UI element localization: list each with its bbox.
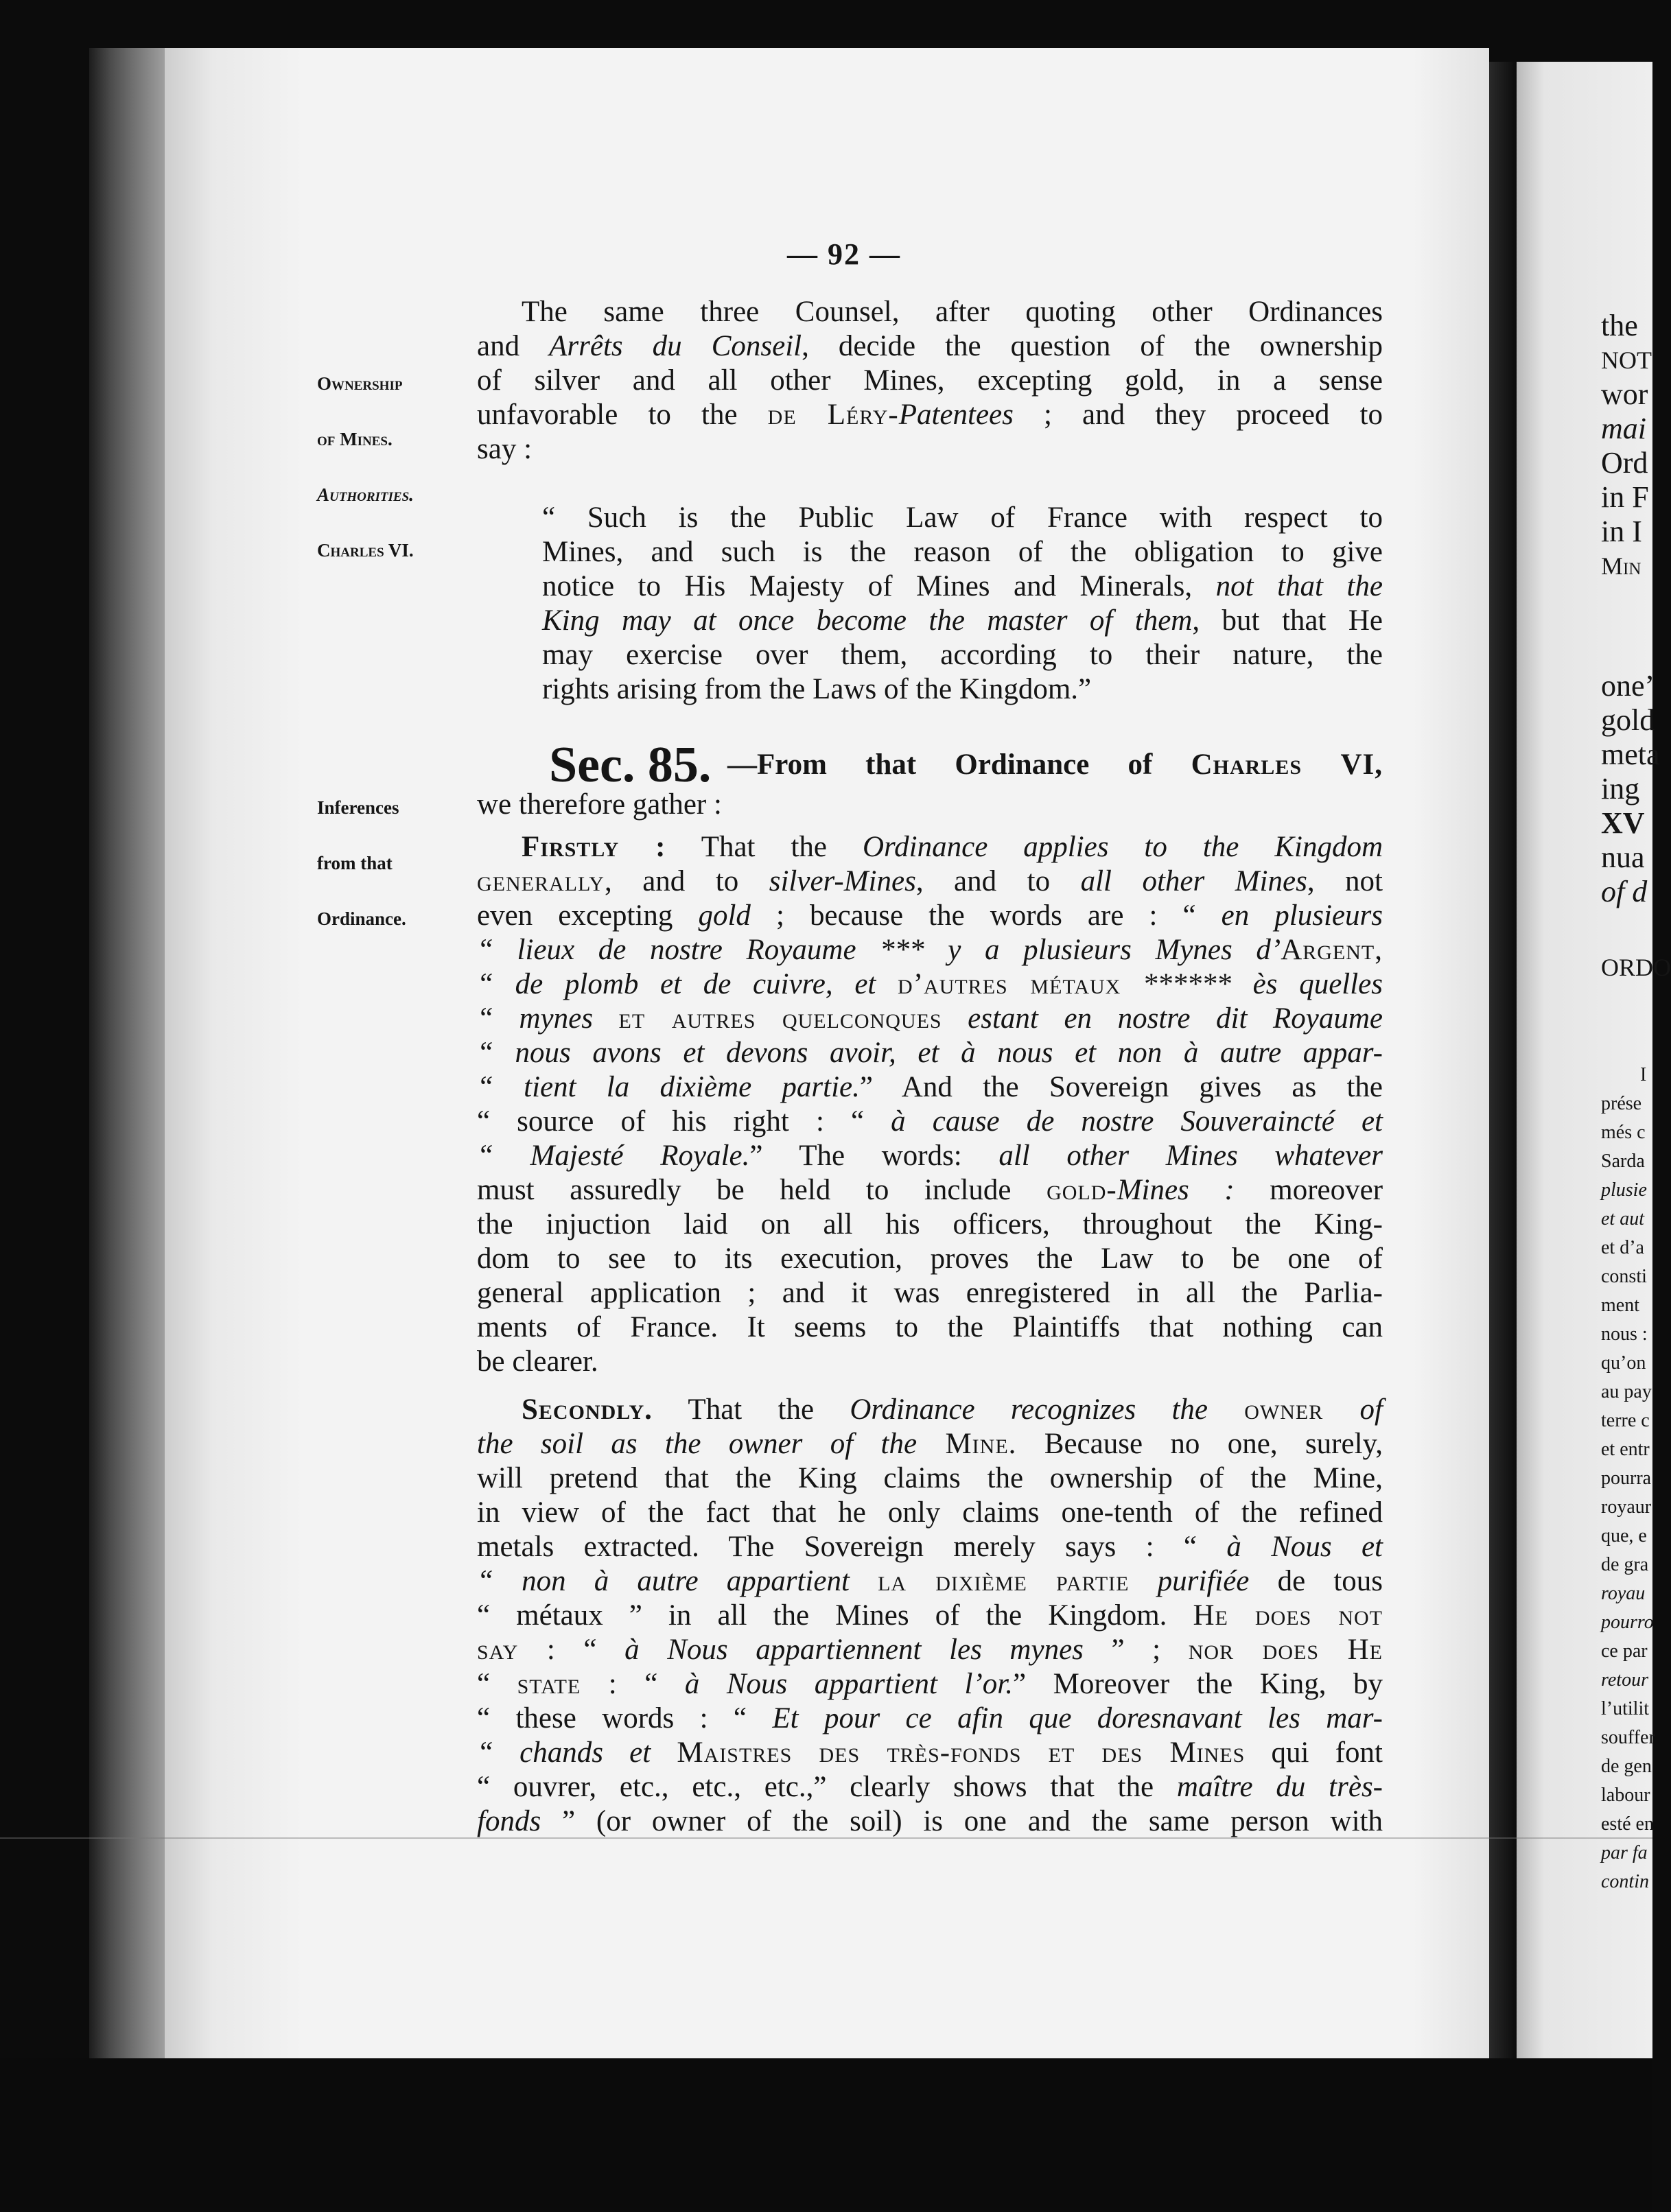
- facing-page-fragment: nua: [1601, 840, 1645, 874]
- margin-note-line: of Mines.: [317, 429, 393, 449]
- para1-line-4: unfavorable to the de Léry-Patentees ; and they proceed to: [477, 399, 1383, 431]
- facing-page-fragment: par fa: [1601, 1842, 1648, 1863]
- facing-page-fragment: plusie: [1601, 1179, 1647, 1201]
- facing-page-fragment: royaur: [1601, 1496, 1652, 1518]
- margin-note-line: Charles VI.: [317, 540, 414, 561]
- facing-page-fragment: esté en: [1601, 1813, 1654, 1835]
- scan-artifact-line: [0, 1837, 1652, 1839]
- margin-note-line: Inferences: [317, 797, 399, 818]
- facing-page-fragment: souffer: [1601, 1727, 1655, 1748]
- quote-line-1: “ Such is the Public Law of France with respect to: [542, 502, 1383, 534]
- para1-line-5: say :: [477, 433, 533, 465]
- facing-page-fragment: I: [1640, 1064, 1647, 1085]
- facing-page-fragment: of d: [1601, 875, 1648, 908]
- facing-page-fragment: més c: [1601, 1122, 1646, 1143]
- firstly-line-3: even excepting gold ; because the words are : “ en plusieurs: [477, 899, 1383, 932]
- facing-page-fragment: in F: [1601, 480, 1649, 514]
- secondly-line-5: metals extracted. The Sovereign merely says : “ à Nous et: [477, 1531, 1383, 1563]
- facing-page-fragment: wor: [1601, 377, 1648, 411]
- firstly-line-14: general application ; and it was enregistered in all the Parlia-: [477, 1277, 1383, 1309]
- facing-page-fragment: Min: [1601, 552, 1641, 580]
- firstly-line-15: ments of France. It seems to the Plaintiffs that nothing can: [477, 1311, 1383, 1343]
- facing-page-fragment: et d’a: [1601, 1237, 1644, 1258]
- facing-page-fragment: Sarda: [1601, 1151, 1645, 1172]
- page-number: — 92 —: [787, 237, 901, 271]
- facing-page-fragment: retour: [1601, 1669, 1648, 1691]
- facing-page-fragment: et entr: [1601, 1439, 1650, 1460]
- margin-note-ownership: [317, 338, 465, 578]
- secondly-line-10: “ these words : “ Et pour ce afin que doresnavant les mar-: [477, 1702, 1383, 1734]
- facing-page-fragment: one’: [1601, 669, 1655, 703]
- facing-page-fragment: contin: [1601, 1871, 1649, 1892]
- secondly-line-7: “ métaux ” in all the Mines of the Kingdom. He does not: [477, 1599, 1383, 1632]
- facing-page-fragment: the: [1601, 309, 1638, 342]
- firstly-line-9: “ source of his right : “ à cause de nostre Souveraincté et: [477, 1105, 1383, 1138]
- facing-page-fragment: ing: [1601, 772, 1640, 805]
- facing-page-fragment: prése: [1601, 1093, 1642, 1114]
- secondly-line-1: Secondly. That the Ordinance recognizes the owner of: [522, 1393, 1383, 1426]
- facing-page-fragment: ment: [1601, 1295, 1639, 1316]
- facing-page-fragment: Ord: [1601, 446, 1648, 480]
- quote-line-3: notice to His Majesty of Mines and Minerals, not that the: [542, 570, 1383, 602]
- firstly-line-4: “ lieux de nostre Royaume *** y a plusieurs Mynes d’Argent,: [477, 934, 1383, 966]
- facing-page-fragment: mai: [1601, 412, 1646, 445]
- facing-page-fragment: pourro: [1601, 1612, 1654, 1633]
- facing-page-fragment: meta: [1601, 738, 1660, 771]
- facing-page-fragment: de gra: [1601, 1554, 1649, 1575]
- facing-page-fragment: royau: [1601, 1583, 1646, 1604]
- firstly-line-8: “ tient la dixième partie.” And the Sovereign gives as the: [477, 1071, 1383, 1103]
- firstly-line-2: generally, and to silver-Mines, and to all other Mines, not: [477, 865, 1383, 897]
- margin-note-line: Ordinance.: [317, 908, 406, 929]
- quote-line-5: may exercise over them, according to their nature, the: [542, 639, 1383, 671]
- secondly-line-9: “ state : “ à Nous appartient l’or.” Moreover the King, by: [477, 1668, 1383, 1700]
- margin-note-inferences: [317, 762, 465, 947]
- firstly-line-5: “ de plomb et de cuivre, et d’autres métaux ****** ès quelles: [477, 968, 1383, 1000]
- facing-page-fragment: que, e: [1601, 1525, 1647, 1546]
- section-heading-text: —From that Ordinance of Charles VI,: [727, 749, 1383, 781]
- firstly-line-16: be clearer.: [477, 1345, 598, 1378]
- scan-background: [0, 2058, 1652, 2212]
- facing-page-fragment: nous :: [1601, 1323, 1648, 1345]
- firstly-line-10: “ Majesté Royale.” The words: all other Mines whatever: [477, 1140, 1383, 1172]
- secondly-line-6: “ non à autre appartient la dixième partie purifiée de tous: [477, 1565, 1383, 1597]
- firstly-line-6: “ mynes et autres quelconques estant en nostre dit Royaume: [477, 1002, 1383, 1035]
- firstly-line-7: “ nous avons et devons avoir, et à nous et non à autre appar-: [477, 1037, 1383, 1069]
- quote-line-6: rights arising from the Laws of the Kingdom.”: [542, 673, 1092, 705]
- quote-line-2: Mines, and such is the reason of the obligation to give: [542, 536, 1383, 568]
- firstly-line-13: dom to see to its execution, proves the Law to be one of: [477, 1243, 1383, 1275]
- facing-page-fragment: qu’on: [1601, 1352, 1646, 1374]
- book-gutter: [1489, 62, 1517, 2065]
- facing-page-fragment: labour: [1601, 1785, 1650, 1806]
- facing-page-fragment: gold: [1601, 703, 1655, 737]
- secondly-line-13: fonds ” (or owner of the soil) is one and the same person with: [477, 1805, 1383, 1837]
- secondly-line-12: “ ouvrer, etc., etc., etc.,” clearly shows that the maître du très-: [477, 1771, 1383, 1803]
- secondly-line-3: will pretend that the King claims the ownership of the Mine,: [477, 1462, 1383, 1494]
- facing-page-fragment: consti: [1601, 1266, 1647, 1287]
- margin-note-line: from that: [317, 853, 393, 873]
- section-number: Sec. 85.: [549, 737, 712, 793]
- para1-line-1: The same three Counsel, after quoting other Ordinances: [522, 296, 1383, 328]
- secondly-line-8: say : “ à Nous appartiennent les mynes ” ; nor does He: [477, 1634, 1383, 1666]
- margin-note-line: Ownership: [317, 373, 403, 394]
- secondly-line-2: the soil as the owner of the Mine. Because no one, surely,: [477, 1428, 1383, 1460]
- margin-note-line: Authorities.: [317, 484, 414, 505]
- facing-page-fragment: pourra: [1601, 1468, 1652, 1489]
- facing-page-fragment: NOT: [1601, 346, 1652, 374]
- section-line-2: we therefore gather :: [477, 788, 722, 821]
- facing-page-fragment: ce par: [1601, 1640, 1648, 1662]
- secondly-line-11: “ chands et Maistres des très-fonds et des Mines qui font: [477, 1737, 1383, 1769]
- quote-line-4: King may at once become the master of them, but that He: [542, 604, 1383, 637]
- secondly-line-4: in view of the fact that he only claims one-tenth of the refined: [477, 1496, 1383, 1529]
- firstly-line-12: the injuction laid on all his officers, throughout the King-: [477, 1208, 1383, 1240]
- facing-page-fragment: et aut: [1601, 1208, 1644, 1229]
- facing-page-fragment: terre c: [1601, 1410, 1650, 1431]
- facing-page-fragment: in I: [1601, 515, 1642, 548]
- facing-page-fragment: de gen: [1601, 1756, 1652, 1777]
- para1-line-3: of silver and all other Mines, excepting gold, in a sense: [477, 364, 1383, 397]
- facing-page-fragment: ORDO: [1601, 954, 1671, 981]
- para1-line-2: and Arrêts du Conseil, decide the question of the ownership: [477, 330, 1383, 362]
- facing-page-fragment: l’utilit: [1601, 1698, 1649, 1719]
- facing-page-fragment: XV: [1601, 806, 1645, 840]
- facing-page-fragment: au pay: [1601, 1381, 1652, 1402]
- book-binding-edge: [89, 48, 172, 2058]
- firstly-line-1: Firstly : That the Ordinance applies to the Kingdom: [522, 831, 1383, 863]
- firstly-line-11: must assuredly be held to include gold-Mines : moreover: [477, 1174, 1383, 1206]
